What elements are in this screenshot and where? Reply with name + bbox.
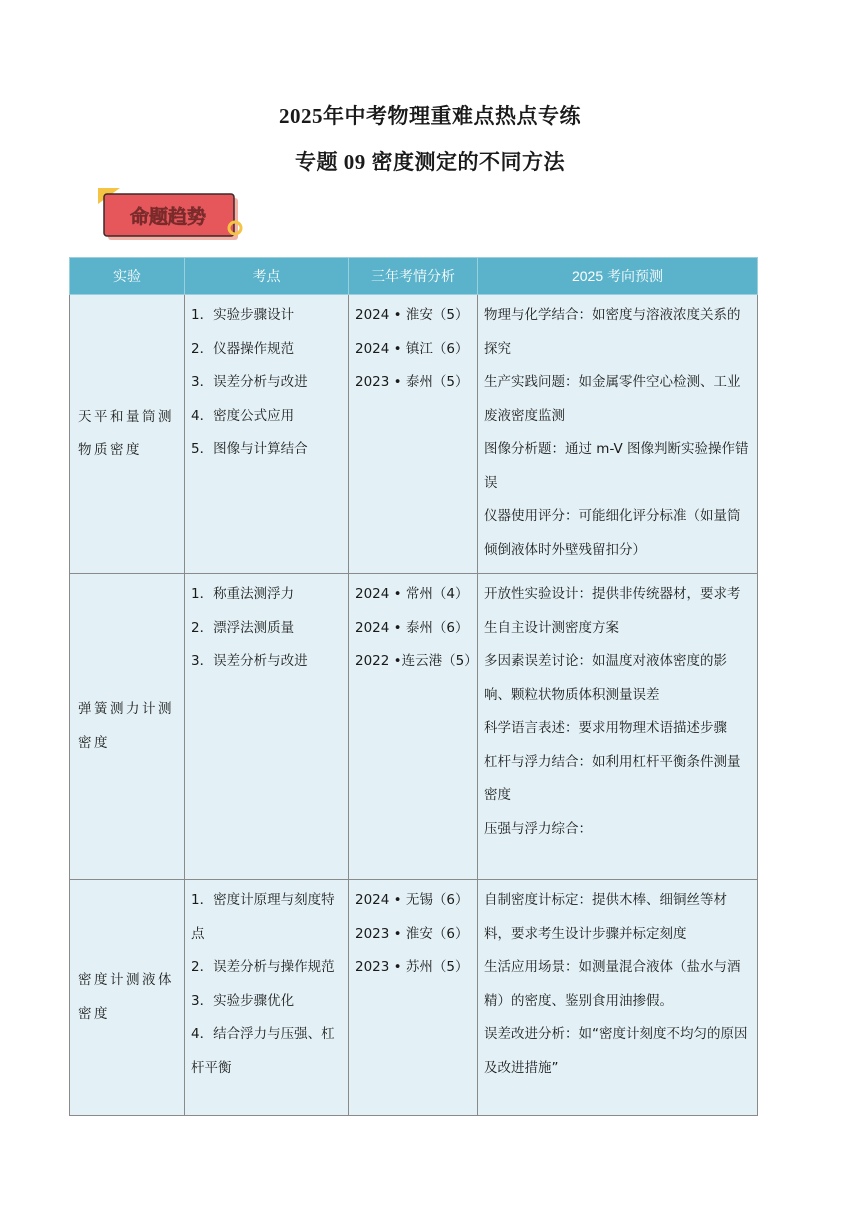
point-item: 2．误差分析与操作规范 xyxy=(191,959,335,975)
title-block xyxy=(0,98,860,180)
section-badge xyxy=(96,186,246,244)
points-cell xyxy=(185,880,349,1116)
point-item: 1．实验步骤设计 xyxy=(191,307,295,323)
analysis-item: 2024 • 泰州（6） xyxy=(355,619,469,636)
point-item: 4．结合浮力与压强、杠杆平衡 xyxy=(191,1026,335,1076)
analysis-item: 2023 • 淮安（6） xyxy=(355,925,469,942)
prediction-item: 误差改进分析：如“密度计刻度不均匀的原因及改进措施” xyxy=(484,1026,748,1076)
analysis-item: 2024 • 无锡（6） xyxy=(355,892,469,908)
prediction-item: 科学语言表述：要求用物理术语描述步骤 xyxy=(484,720,727,736)
table-row xyxy=(70,574,758,880)
prediction-item: 生活应用场景：如测量混合液体（盐水与酒精）的密度、鉴别食用油掺假。 xyxy=(484,959,741,1009)
prediction-cell xyxy=(478,295,758,574)
point-item: 2．仪器操作规范 xyxy=(191,340,295,357)
prediction-item: 自制密度计标定：提供木棒、细铜丝等材料，要求考生设计步骤并标定刻度 xyxy=(484,892,727,942)
points-cell xyxy=(185,574,349,880)
header-experiment: 实验 xyxy=(70,258,185,295)
point-item: 3．误差分析与改进 xyxy=(191,374,308,390)
header-analysis: 三年考情分析 xyxy=(349,258,478,295)
experiment-label: 密度计测液体密度 xyxy=(78,972,174,1022)
prediction-item: 多因素误差讨论：如温度对液体密度的影响、颗粒状物质体积测量误差 xyxy=(484,653,727,703)
experiment-label: 天平和量筒测物质密度 xyxy=(78,408,174,458)
analysis-cell xyxy=(349,295,478,574)
analysis-item: 2023 • 苏州（5） xyxy=(355,959,469,975)
page-title: 2025年中考物理重难点热点专练 xyxy=(279,104,581,128)
topic-table xyxy=(69,257,758,1116)
analysis-item: 2024 • 常州（4） xyxy=(355,586,469,602)
badge-label: 命题趋势 xyxy=(129,206,207,228)
analysis-cell xyxy=(349,880,478,1116)
page-subtitle: 专题 09 密度测定的不同方法 xyxy=(295,150,565,174)
analysis-item: 2024 • 淮安（5） xyxy=(355,307,469,323)
point-item: 3．误差分析与改进 xyxy=(191,653,308,669)
table-row xyxy=(70,880,758,1116)
points-cell xyxy=(185,295,349,574)
prediction-item: 生产实践问题：如金属零件空心检测、工业废液密度监测 xyxy=(484,374,741,424)
experiment-label: 弹簧测力计测密度 xyxy=(78,701,174,751)
prediction-item: 仪器使用评分：可能细化评分标准（如量筒倾倒液体时外壁残留扣分） xyxy=(484,508,741,558)
table-header-row xyxy=(70,258,758,295)
prediction-item: 杠杆与浮力结合：如利用杠杆平衡条件测量密度 xyxy=(484,753,741,803)
prediction-item: 开放性实验设计：提供非传统器材，要求考生自主设计测密度方案 xyxy=(484,586,741,636)
analysis-item: 2024 • 镇江（6） xyxy=(355,340,469,357)
point-item: 3．实验步骤优化 xyxy=(191,992,295,1009)
experiment-cell xyxy=(70,880,185,1116)
analysis-cell xyxy=(349,574,478,880)
prediction-cell xyxy=(478,880,758,1116)
point-item: 4．密度公式应用 xyxy=(191,407,295,424)
analysis-item: 2022 •连云港（5） xyxy=(355,653,478,669)
experiment-cell xyxy=(70,574,185,880)
point-item: 1．密度计原理与刻度特点 xyxy=(191,892,335,942)
analysis-item: 2023 • 泰州（5） xyxy=(355,374,469,390)
point-item: 1．称重法测浮力 xyxy=(191,586,295,602)
header-prediction: 2025 考向预测 xyxy=(478,258,758,295)
experiment-cell xyxy=(70,295,185,574)
prediction-item: 图像分析题：通过 m-V 图像判断实验操作错误 xyxy=(484,441,749,491)
point-item: 2．漂浮法测质量 xyxy=(191,619,295,636)
prediction-cell xyxy=(478,574,758,880)
prediction-item: 物理与化学结合：如密度与溶液浓度关系的探究 xyxy=(484,307,741,357)
table-row xyxy=(70,295,758,574)
header-points: 考点 xyxy=(185,258,349,295)
point-item: 5．图像与计算结合 xyxy=(191,441,308,457)
prediction-item: 压强与浮力综合： xyxy=(484,820,592,837)
